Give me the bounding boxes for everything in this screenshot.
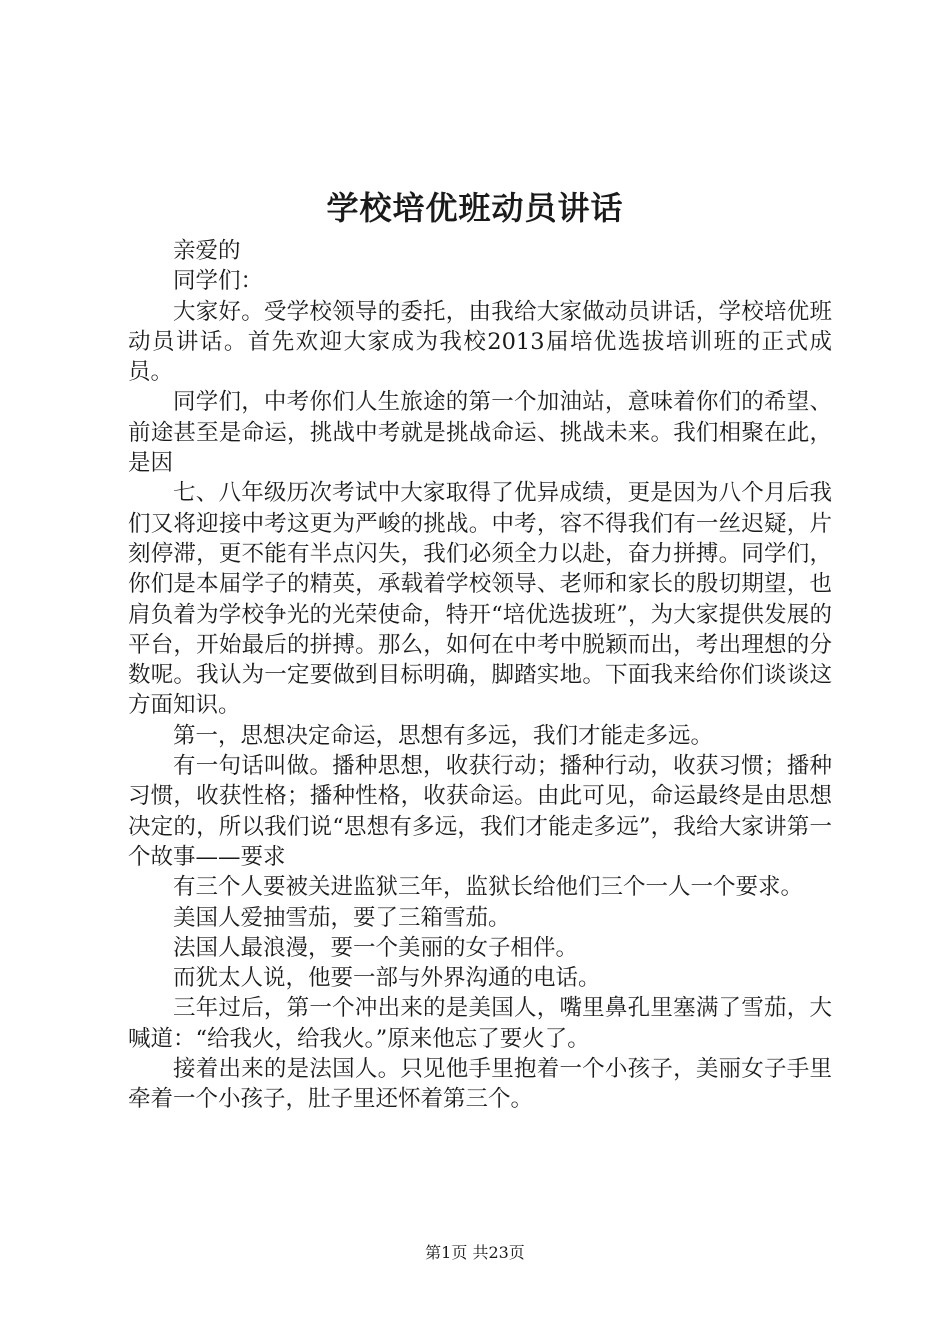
paragraph: 七、八年级历次考试中大家取得了优异成绩，更是因为八个月后我们又将迎接中考这更为严峻的挑战。中考，容不得我们有一丝迟疑，片刻停滞，更不能有半点闪失，我们必须全力以赴，奋力拼搏。同学们，你们是本届学子的精英，承载着学校领导、老师和家长的殷切期望，也肩负着为学校争光的光荣使命，特开“培优选拔班”，为大家提供发展的平台，开始最后的拼搏。那么，如何在中考中脱颖而出，考出理想的分数呢。我认为一定要做到目标明确，脚踏实地。下面我来给你们谈谈这方面知识。 bbox=[128, 480, 832, 719]
page-title: 学校培优班动员讲话 bbox=[326, 189, 624, 227]
paragraph: 而犹太人说，他要一部与外界沟通的电话。 bbox=[173, 965, 601, 992]
paragraph: 三年过后，第一个冲出来的是美国人，嘴里鼻孔里塞满了雪茄，大喊道：“给我火，给我火。”原来他忘了要火了。 bbox=[128, 995, 832, 1052]
paragraph: 接着出来的是法国人。只见他手里抱着一个小孩子，美丽女子手里牵着一个小孩子，肚子里还怀着第三个。 bbox=[128, 1056, 832, 1113]
paragraph: 大家好。受学校领导的委托，由我给大家做动员讲话，学校培优班动员讲话。首先欢迎大家成为我校2013届培优选拔培训班的正式成员。 bbox=[128, 298, 832, 386]
paragraph: 法国人最浪漫，要一个美丽的女子相伴。 bbox=[173, 934, 579, 961]
page-number-footer: 第1页 共23页 bbox=[425, 1243, 525, 1262]
paragraph-salutation-1: 亲爱的 bbox=[173, 238, 241, 264]
paragraph: 有三个人要被关进监狱三年，监狱长给他们三个一人一个要求。 bbox=[173, 874, 804, 901]
paragraph-salutation-2: 同学们： bbox=[173, 268, 264, 295]
paragraph: 美国人爱抽雪茄，要了三箱雪茄。 bbox=[173, 904, 511, 931]
paragraph: 有一句话叫做。播种思想，收获行动；播种行动，收获习惯；播种习惯，收获性格；播种性格，收获命运。由此可见，命运最终是由思想决定的，所以我们说“思想有多远，我们才能走多远”，我给大家讲第一个故事——要求 bbox=[128, 753, 832, 870]
paragraph: 第一，思想决定命运，思想有多远，我们才能走多远。 bbox=[173, 722, 714, 749]
paragraph: 同学们，中考你们人生旅途的第一个加油站，意味着你们的希望、前途甚至是命运，挑战中考就是挑战命运、挑战未来。我们相聚在此，是因 bbox=[128, 389, 832, 477]
document-body bbox=[128, 236, 832, 1115]
